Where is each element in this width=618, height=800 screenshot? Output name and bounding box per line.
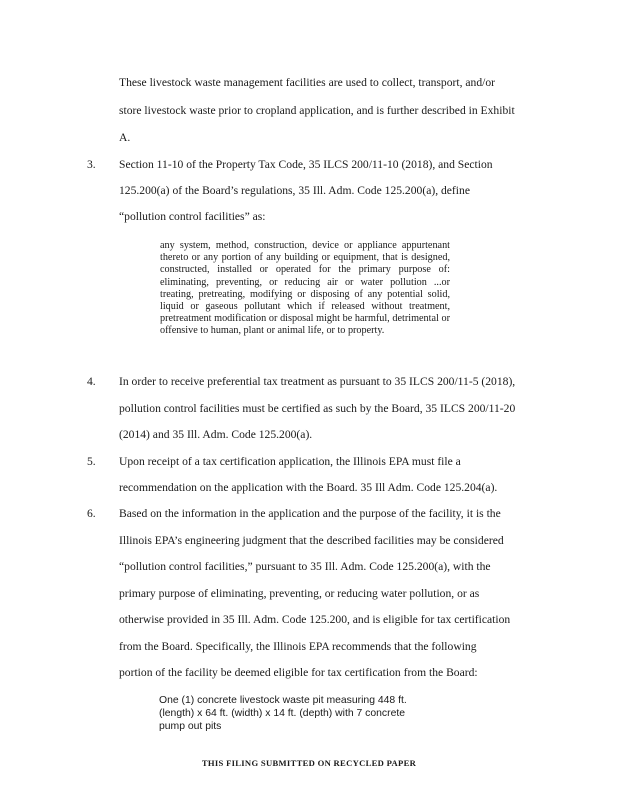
paragraph-number: 4. — [87, 375, 96, 388]
paragraph-line: otherwise provided in 35 Ill. Adm. Code 125.200, and is eligible for tax certification — [119, 613, 511, 626]
paragraph-line: Based on the information in the application and the purpose of the facility, it is the — [119, 507, 501, 520]
paragraph-line: recommendation on the application with the Board. 35 Ill Adm. Code 125.204(a). — [119, 481, 498, 494]
paragraph-number: 3. — [87, 158, 96, 171]
paragraph-line: (2014) and 35 Ill. Adm. Code 125.200(a). — [119, 428, 313, 441]
footer-recycled-paper-notice: THIS FILING SUBMITTED ON RECYCLED PAPER — [201, 758, 417, 768]
block-quote-definition: any system, method, construction, device or appliance appurtenant thereto or any portion of any building or equipment, that is designed, constructed, installed or operated for the primary purpose of: eliminating, preventing, or reducing air or water pollution ...or treating, pretreating, modifying or disposing of any potential solid, liquid or gaseous pollutant which if released without treatment, pretreatment modification or disposal might be harmful, detrimental or offensive to human, plant or animal life, or to property. — [160, 240, 450, 337]
paragraph-line: “pollution control facilities,” pursuant to 35 Ill. Adm. Code 125.200(a), with the — [119, 560, 491, 573]
intro-line: These livestock waste management facilities are used to collect, transport, and/or — [119, 76, 496, 89]
intro-line: store livestock waste prior to cropland application, and is further described in Exhibit — [119, 104, 515, 117]
intro-line: A. — [119, 131, 131, 144]
paragraph-line: Section 11-10 of the Property Tax Code, 35 ILCS 200/11-10 (2018), and Section — [119, 158, 493, 171]
paragraph-line: In order to receive preferential tax treatment as pursuant to 35 ILCS 200/11-5 (2018), — [119, 375, 516, 388]
paragraph-line: Upon receipt of a tax certification application, the Illinois EPA must file a — [119, 455, 461, 468]
paragraph-line: from the Board. Specifically, the Illinois EPA recommends that the following — [119, 640, 477, 653]
paragraph-line: 125.200(a) of the Board’s regulations, 35 Ill. Adm. Code 125.200(a), define — [119, 184, 470, 197]
facility-description: One (1) concrete livestock waste pit measuring 448 ft. (length) x 64 ft. (width) x 14 ft. (depth) with 7 concrete pump out pits — [159, 695, 407, 732]
paragraph-number: 6. — [87, 507, 96, 520]
paragraph-line: primary purpose of eliminating, preventing, or reducing water pollution, or as — [119, 587, 480, 600]
paragraph-number: 5. — [87, 455, 96, 468]
paragraph-line: pollution control facilities must be certified as such by the Board, 35 ILCS 200/11-20 — [119, 402, 516, 415]
paragraph-line: “pollution control facilities” as: — [119, 210, 266, 223]
paragraph-line: portion of the facility be deemed eligible for tax certification from the Board: — [119, 666, 478, 679]
paragraph-line: Illinois EPA’s engineering judgment that the described facilities may be considered — [119, 534, 504, 547]
